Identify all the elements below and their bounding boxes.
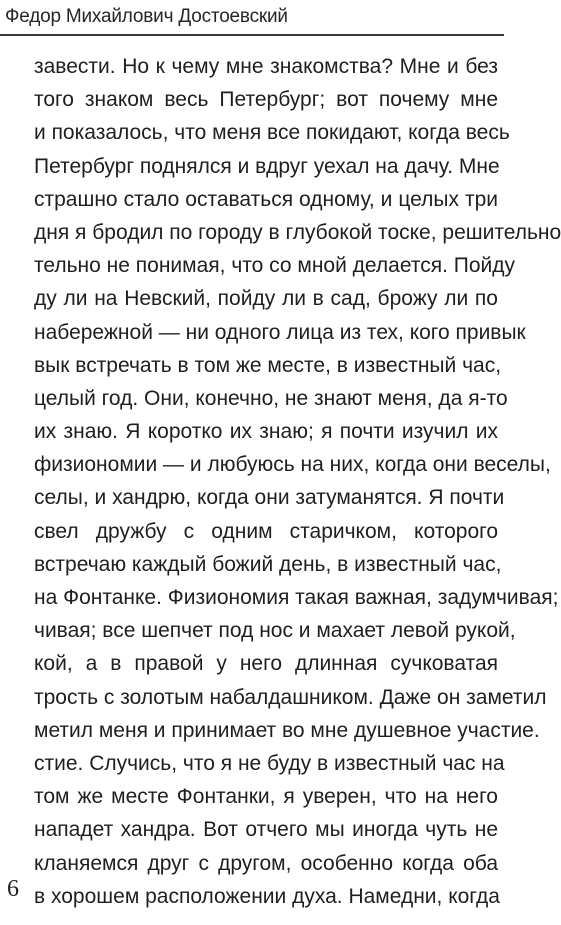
text-line: на Фонтанке. Физиономия такая важная, задумчивая; bbox=[34, 586, 559, 609]
text-line: чивая; все шепчет под нос и махает левой рукой, bbox=[34, 619, 516, 643]
text-line: в хорошем расположении духа. Намедни, когда bbox=[34, 884, 500, 908]
text-line: метил меня и принимает во мне душевное участие. bbox=[34, 718, 540, 742]
text-line: Петербург поднялся и вдруг уехал на дачу. Мне bbox=[34, 154, 500, 178]
running-head-rule bbox=[0, 34, 504, 36]
body-text bbox=[34, 50, 561, 913]
text-line: том же месте Фонтанки, я уверен, что на него bbox=[34, 785, 498, 809]
running-head: Федор Михайлович Достоевский bbox=[5, 6, 288, 27]
text-line: встречаю каждый божий день, в известный час, bbox=[34, 552, 502, 576]
text-line: трость с золотым набалдашником. Даже он заметил bbox=[34, 685, 547, 709]
text-line: страшно стало оставаться одному, и целых три bbox=[34, 187, 498, 211]
text-line: вык встречать в том же месте, в известный час, bbox=[34, 353, 502, 377]
text-line: и показалось, что меня все покидают, когда весь bbox=[34, 121, 510, 145]
text-line: дня я бродил по городу в глубокой тоске, решительно bbox=[34, 220, 561, 244]
text-line: кланяемся друг с другом, особенно когда оба bbox=[34, 851, 498, 875]
text-line: физиономии — и любуюсь на них, когда они веселы, bbox=[34, 453, 551, 477]
text-line: того знаком весь Петербург; вот почему мне bbox=[34, 88, 498, 112]
text-line: их знаю. Я коротко их знаю; я почти изучил их bbox=[34, 420, 498, 444]
page-number: 6 bbox=[7, 876, 19, 902]
text-line: ду ли на Невский, пойду ли в сад, брожу ли по bbox=[34, 287, 498, 311]
text-line: целый год. Они, конечно, не знают меня, да я-то bbox=[34, 386, 508, 410]
text-line: кой, а в правой у него длинная сучковатая bbox=[34, 652, 498, 676]
text-line: набережной — ни одного лица из тех, кого привык bbox=[34, 320, 526, 344]
text-line: тельно не понимая, что со мной делается. Пойду bbox=[34, 254, 516, 278]
text-line: селы, и хандрю, когда они затуманятся. Я почти bbox=[34, 486, 505, 510]
text-line: нападет хандра. Вот отчего мы иногда чуть не bbox=[34, 818, 498, 842]
text-line: стие. Случись, что я не буду в известный час на bbox=[34, 751, 505, 775]
text-line: завести. Но к чему мне знакомства? Мне и без bbox=[34, 55, 498, 78]
text-line: свел дружбу с одним старичком, которого bbox=[34, 519, 498, 543]
